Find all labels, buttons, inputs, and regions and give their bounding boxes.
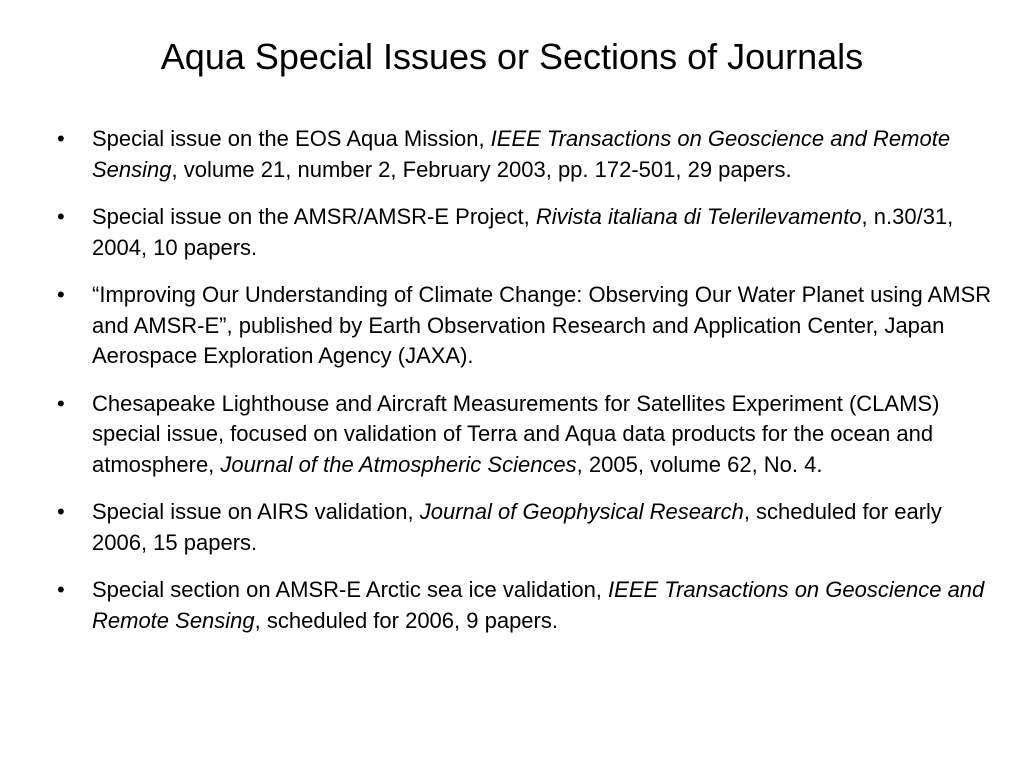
bullet-text-tail: , n.30/31, 2004, 10 papers.: [92, 204, 954, 260]
bullet-icon: •: [57, 577, 65, 602]
bullet-text-lead: Special issue on the AMSR/AMSR-E Project,: [92, 204, 536, 229]
bullet-text-lead: Chesapeake Lighthouse and Aircraft Measurements for Satellites Experiment (CLAMS) special issue, focused on validation of Terra and Aqua data products for the ocean and atmosphere,: [92, 390, 940, 477]
journal-title: Journal of the Atmospheric Sciences: [220, 451, 577, 477]
bullet-item: [57, 202, 992, 263]
bullet-text: [92, 282, 991, 368]
bullet-text-lead: Special issue on AIRS validation,: [92, 499, 420, 524]
bullet-item: [57, 124, 992, 185]
journal-title: Journal of Geophysical Research: [419, 499, 744, 524]
bullet-text-lead: “Improving Our Understanding of Climate Change: Observing Our Water Planet using AMSR and AMSR-E”, published by Earth Observation Research and Application Center, Japan Aerospace Exploration Agency (JAXA).: [92, 282, 992, 368]
bullet-item: [57, 575, 992, 636]
bullet-list: [57, 124, 992, 653]
journal-title: IEEE Transactions on Geoscience and Remote Sensing: [92, 126, 951, 182]
bullet-icon: •: [57, 126, 65, 151]
bullet-item: [57, 280, 992, 372]
bullet-text: [92, 499, 942, 555]
bullet-icon: •: [57, 204, 65, 229]
bullet-text-tail: , scheduled for 2006, 9 papers.: [254, 607, 558, 633]
bullet-text: [92, 391, 939, 477]
bullet-text-tail: , 2005, volume 62, No. 4.: [576, 451, 823, 477]
bullet-item: [57, 497, 992, 558]
bullet-text-lead: Special issue on the EOS Aqua Mission,: [92, 126, 491, 151]
bullet-icon: •: [57, 390, 65, 416]
bullet-icon: •: [57, 282, 65, 307]
bullet-text-tail: , scheduled for early 2006, 15 papers.: [92, 499, 942, 555]
bullet-text: [92, 577, 984, 633]
slide-title: Aqua Special Issues or Sections of Journals: [160, 36, 864, 77]
bullet-text: [92, 204, 953, 260]
bullet-text-lead: Special section on AMSR-E Arctic sea ice validation,: [92, 577, 609, 602]
bullet-icon: •: [57, 499, 65, 524]
bullet-item: [57, 389, 992, 481]
bullet-text: [92, 126, 950, 182]
journal-title: IEEE Transactions on Geoscience and Remote Sensing: [92, 577, 985, 633]
bullet-text-tail: , volume 21, number 2, February 2003, pp. 172-501, 29 papers.: [171, 156, 792, 182]
journal-title: Rivista italiana di Telerilevamento: [535, 204, 862, 229]
